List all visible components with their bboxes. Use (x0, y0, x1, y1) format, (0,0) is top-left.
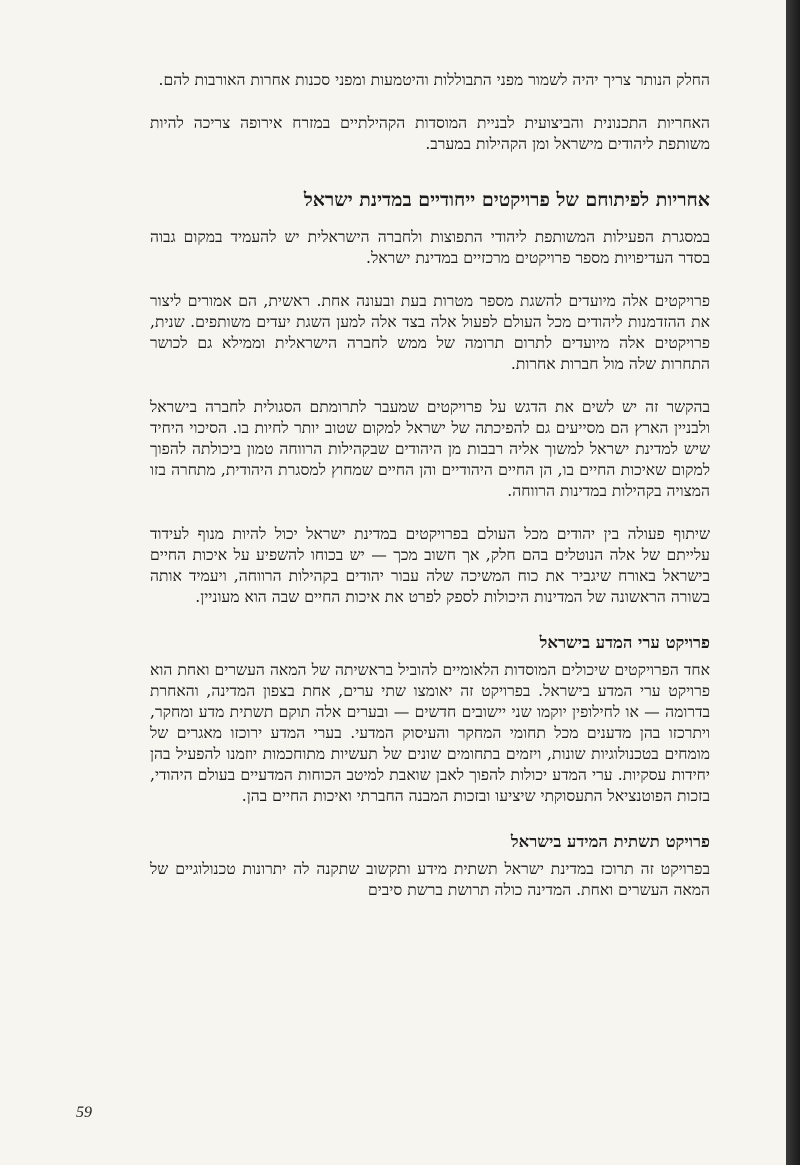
intro-paragraph-2: האחריות התכנונית והביצועית לבניית המוסדות הקהילתיים במזרח אירופה צריכה להיות משותפת ליהודים מישראל ומן הקהילות במערב. (150, 114, 710, 153)
section-paragraph-3: בהקשר זה יש לשים את הדגש על פרויקטים שמעבר לתרומתם הסגולית לחברה בישראל ולבניין הארץ הם מסייעים גם להפיכתה של ישראל למקום שטוב יותר לחיות בו. הסיכוי היחיד שיש למדינת ישראל למשוך אליה רבבות מן היהודים שבקהילות הרווחה טמון ביכולתה להפוך למקום שאיכות החיים בו, הן החיים היהודיים והן החיים שמחוץ למסגרת היהודית, מתחרה בזו המצויה בקהילות במדינות הרווחה. (150, 398, 710, 500)
subsection-heading-science-cities: פרויקט ערי המדע בישראל (539, 633, 710, 652)
scan-edge (786, 0, 800, 1165)
page-number: 59 (76, 1104, 92, 1121)
subsection-paragraph-science-cities: אחד הפרויקטים שיכולים המוסדות הלאומיים להוביל בראשיתה של המאה העשרים ואחת הוא פרויקט ערי המדע בישראל. בפרויקט זה יאומצו שתי ערים, אחת בצפון המדינה, והאחרת בדרומה — או לחילופין יוקמו שני יישובים חדשים — ובערים אלה תוקם תשתית מדע ומחקר, ויתרכזו בהן מדענים מכל תחומי המחקר והעיסוק המדעי. בערי המדע ירוכזו מאגרים של מומחים בטכנולוגיות שונות, ויזמים בתחומים שונים של תעשיות מתוחכמות יוזמנו להפעיל בהן יחידות עסקיות. ערי המדע יכולות להפוך לאבן שואבת למיטב הכוחות המדעיים בעולם היהודי, בזכות הפוטנציאל התעסוקתי שיציעו ובזכות המבנה החברתי ואיכות החיים בהן. (150, 661, 710, 805)
subsection-paragraph-info-infrastructure: בפרויקט זה תרוכז במדינת ישראל תשתית מידע ותקשוב שתקנה לה יתרונות טכנולוגיים של המאה העשרים ואחת. המדינה כולה תרושת ברשת סיבים (150, 860, 710, 899)
section-paragraph-2: פרויקטים אלה מיועדים להשגת מספר מטרות בעת ובעונה אחת. ראשית, הם אמורים ליצור את ההזדמנות ליהודים מכל העולם לפעול אלה בצד אלה למען השגת יעדים משותפים. שנית, פרויקטים אלה מיועדים לתרום תרומה של ממש לחברה הישראלית וממילא גם לכושר התחרות שלה מול חברות אחרות. (150, 292, 710, 373)
section-paragraph-4: שיתוף פעולה בין יהודים מכל העולם בפרויקטים במדינת ישראל יכול להיות מנוף לעידוד עלייתם של אלה הנוטלים בהם חלק, אך חשוב מכך — יש בכוחו להשפיע על איכות החיים בישראל באורח שיגביר את כוח המשיכה שלה עבור יהודים בקהילות הרווחה, ויעמיד אותה בשורה הראשונה של המדינות היכולות לספק לפרט את איכות החיים שבה הוא מעוניין. (150, 525, 710, 606)
intro-paragraph-1: החלק הנותר צריך יהיה לשמור מפני התבוללות והיטמעות ומפני סכנות אחרות האורבות להם. (158, 71, 710, 89)
section-heading: אחריות לפיתוחם של פרויקטים ייחודיים במדינת ישראל (303, 189, 710, 211)
subsection-heading-info-infrastructure: פרויקט תשתית המידע בישראל (510, 832, 710, 851)
page-content (150, 70, 710, 901)
section-paragraph-1: במסגרת הפעילות המשותפת ליהודי התפוצות ולחברה הישראלית יש להעמיד במקום גבוה בסדר העדיפויות מספר פרויקטים מרכזיים במדינת ישראל. (150, 228, 710, 267)
